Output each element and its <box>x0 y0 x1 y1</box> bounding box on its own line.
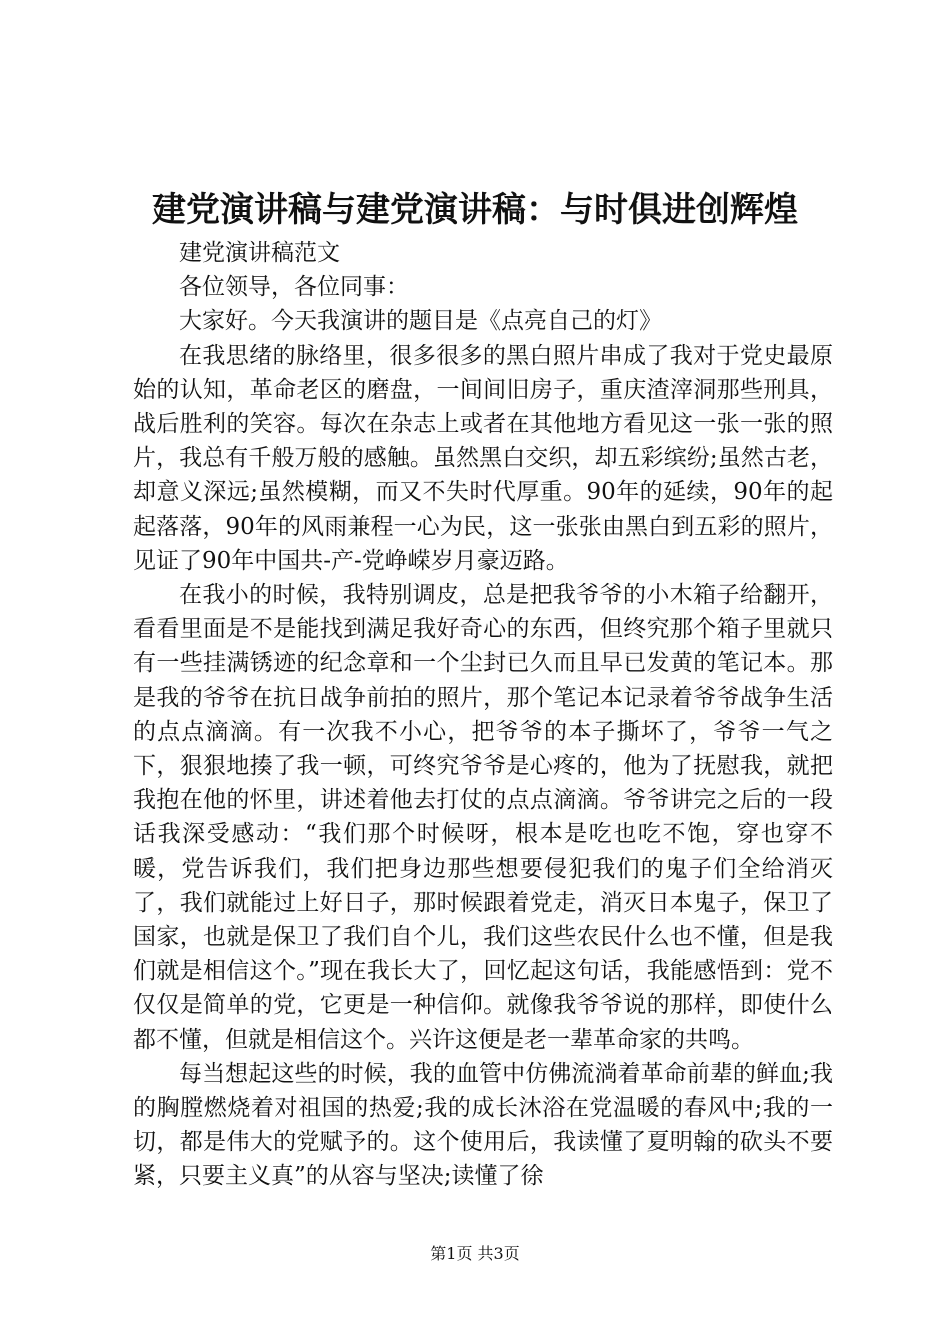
page-footer: 第1页 共3页 <box>430 1244 520 1263</box>
paragraph-salutation: 各位领导，各位同事： <box>179 274 409 301</box>
document-body <box>133 236 833 1194</box>
paragraph-body: 在我思绪的脉络里，很多很多的黑白照片串成了我对于党史最原始的认知，革命老区的磨盘，一间间旧房子，重庆渣滓洞那些刑具，战后胜利的笑容。每次在杂志上或者在其他地方看见这一张一张的照片，我总有千般万般的感触。虽然黑白交织，却五彩缤纷;虽然古老，却意义深远;虽然模糊，而又不失时代厚重。90年的延续，90年的起起落落，90年的风雨兼程一心为民，这一张张由黑白到五彩的照片，见证了90年中国共-产-党峥嵘岁月豪迈路。 <box>133 342 833 574</box>
paragraph-body: 每当想起这些的时候，我的血管中仿佛流淌着革命前辈的鲜血;我的胸膛燃烧着对祖国的热爱;我的成长沐浴在党温暖的春风中;我的一切，都是伟大的党赋予的。这个使用后，我读懂了夏明翰的砍头不要紧，只要主义真”的从容与坚决;读懂了徐 <box>133 1060 833 1190</box>
paragraph-body: 在我小的时候，我特别调皮，总是把我爷爷的小木箱子给翻开，看看里面是不是能找到满足我好奇心的东西，但终究那个箱子里就只有一些挂满锈迹的纪念章和一个尘封已久而且早已发黄的笔记本。那是我的爷爷在抗日战争前拍的照片，那个笔记本记录着爷爷战争生活的点点滴滴。有一次我不小心，把爷爷的本子撕坏了，爷爷一气之下，狠狠地揍了我一顿，可终究爷爷是心疼的，他为了抚慰我，就把我抱在他的怀里，讲述着他去打仗的点点滴滴。爷爷讲完之后的一段话我深受感动：“我们那个时候呀，根本是吃也吃不饱，穿也穿不暖，党告诉我们，我们把身边那些想要侵犯我们的鬼子们全给消灭了，我们就能过上好日子，那时候跟着党走，消灭日本鬼子，保卫了国家，也就是保卫了我们自个儿，我们这些农民什么也不懂，但是我们就是相信这个。”现在我长大了，回忆起这句话，我能感悟到：党不仅仅是简单的党，它更是一种信仰。就像我爷爷说的那样，即使什么都不懂，但就是相信这个。兴许这便是老一辈革命家的共鸣。 <box>133 582 833 1053</box>
paragraph-subtitle: 建党演讲稿范文 <box>179 240 340 266</box>
paragraph-greeting: 大家好。今天我演讲的题目是《点亮自己的灯》 <box>179 308 662 335</box>
document-title: 建党演讲稿与建党演讲稿：与时俱进创辉煌 <box>152 190 798 230</box>
